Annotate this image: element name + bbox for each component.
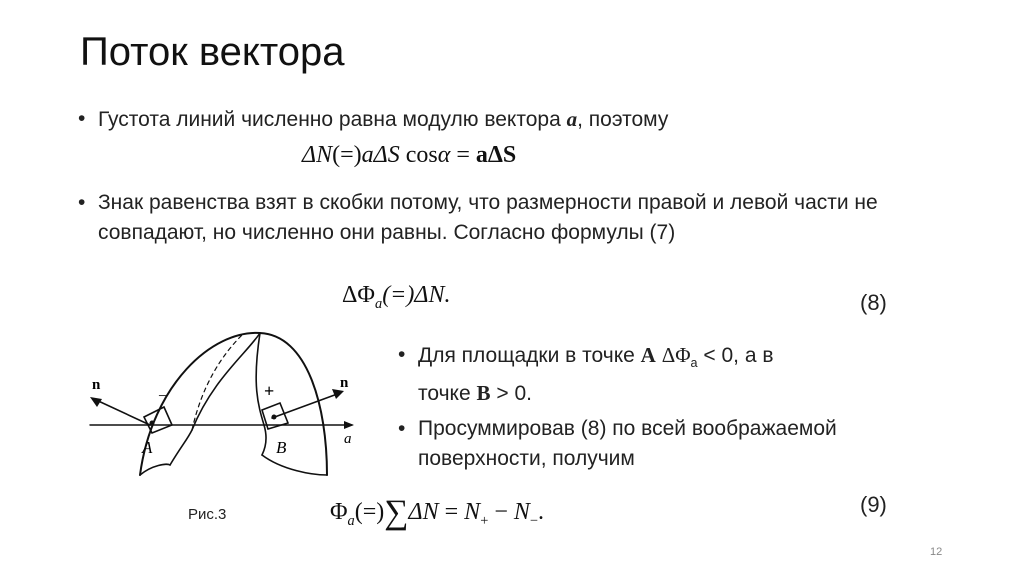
- point-A: A: [640, 343, 656, 367]
- formula-term: a: [347, 512, 355, 529]
- bullet-dot: •: [78, 191, 86, 214]
- inline-flux-sub: a: [690, 356, 698, 371]
- label-plus: +: [264, 381, 275, 401]
- bullet-text: > 0.: [496, 382, 532, 406]
- bullet-text: Просуммировав (8) по всей воображаемой поверхности, получим: [418, 417, 837, 470]
- formula-density: [302, 142, 516, 169]
- surface-outer-edge: [140, 333, 327, 475]
- formula-term: =: [456, 142, 470, 168]
- label-A: A: [142, 438, 153, 457]
- slide-title: Поток вектора: [80, 30, 345, 74]
- formula-term: ΔN: [408, 499, 439, 525]
- formula-term: (=): [354, 499, 385, 525]
- label-n-left: n: [92, 377, 101, 393]
- formula-term: ΔΦ: [342, 282, 375, 308]
- bullet-density: [78, 104, 918, 135]
- bullet-flux-sign: [398, 340, 918, 409]
- bullet-dot: •: [398, 343, 406, 366]
- bullet-tail: , поэтому: [577, 108, 669, 131]
- surface-left-rim: [140, 464, 170, 475]
- formula-term: a: [374, 295, 383, 312]
- formula-term: +: [480, 512, 489, 529]
- bullet-summation: [398, 414, 918, 474]
- bullet-dot: •: [78, 107, 86, 130]
- formula-term: ΔN: [302, 142, 333, 168]
- bullet-text: Знак равенства взят в скобки потому, что размерности правой и левой части не совпадают, но численно они равны. Согласно формулы (7): [98, 191, 878, 244]
- page-number: 12: [930, 546, 943, 558]
- surface-front-edge: [192, 333, 260, 430]
- formula-term: =: [444, 499, 459, 525]
- formula-term: ΔS: [373, 142, 400, 168]
- inline-flux: ΔΦ: [661, 343, 691, 367]
- formula-term: a: [361, 142, 374, 168]
- normal-left: [94, 399, 150, 425]
- bullet-text: Густота линий численно равна модулю вектора: [98, 108, 561, 131]
- vector-a: a: [566, 107, 578, 131]
- point-B: B: [476, 381, 491, 406]
- bullet-text: Для площадки в точке: [418, 344, 635, 367]
- formula-term: −: [494, 499, 508, 525]
- formula-term: (=): [332, 142, 362, 168]
- formula-term: (=)ΔN.: [382, 282, 451, 308]
- label-a: a: [344, 431, 352, 447]
- sum-symbol: ∑: [384, 494, 409, 531]
- formula-term: −: [529, 512, 538, 529]
- figure-caption: Рис.3: [188, 506, 227, 523]
- surface-figure: [82, 325, 372, 495]
- equation-number-9: (9): [860, 492, 887, 517]
- formula-term: aΔS: [475, 142, 517, 168]
- label-minus: −: [158, 388, 168, 405]
- bullet-dot: •: [398, 417, 406, 440]
- formula-term: cos: [405, 142, 438, 168]
- bullet-text: точке: [418, 382, 471, 406]
- bullet-equality-sign: [78, 188, 928, 248]
- normal-right: [272, 393, 340, 418]
- label-B: B: [276, 438, 287, 457]
- formula-term: .: [538, 499, 544, 525]
- formula-9: [330, 494, 544, 532]
- surface-dashed-line: [192, 335, 242, 430]
- bullet-text: < 0, а в: [703, 344, 774, 367]
- formula-term: N: [464, 499, 481, 525]
- formula-term: Φ: [330, 499, 348, 525]
- formula-term: α: [437, 142, 451, 168]
- surface-back-edge: [170, 430, 192, 465]
- formula-8: [342, 282, 450, 313]
- equation-number-8: (8): [860, 290, 887, 315]
- formula-term: N: [513, 499, 530, 525]
- surface-right-rim: [262, 455, 327, 475]
- label-n-right: n: [340, 375, 349, 391]
